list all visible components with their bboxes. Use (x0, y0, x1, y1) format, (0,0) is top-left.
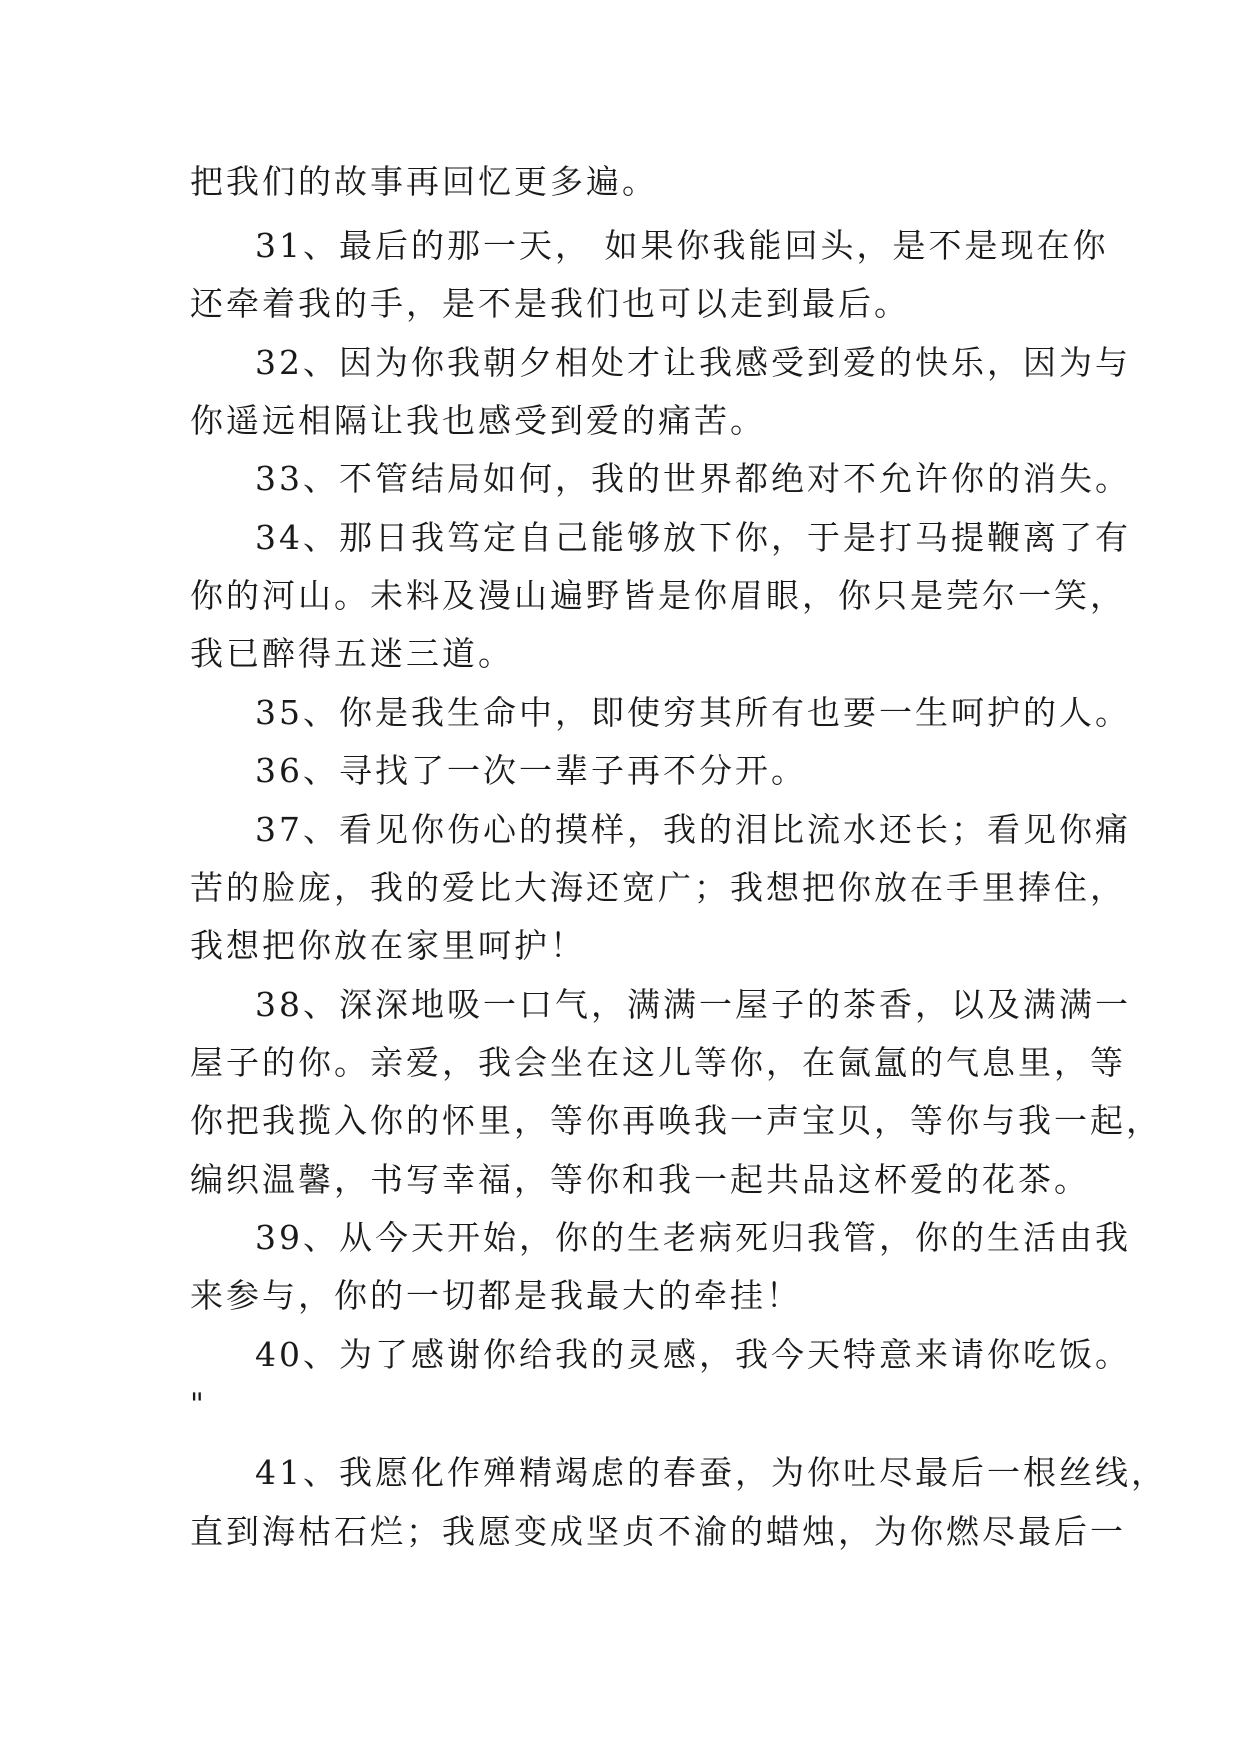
text-line: 37、看见你伤心的摸样，我的泪比流水还长；看见你痛 (255, 810, 1131, 849)
text-line: 你的河山。未料及漫山遍野皆是你眉眼，你只是莞尔一笑， (190, 576, 1126, 615)
text-line: 34、那日我笃定自己能够放下你，于是打马提鞭离了有 (255, 518, 1131, 557)
text-line: 直到海枯石烂；我愿变成坚贞不渝的蜡烛，为你燃尽最后一 (190, 1512, 1126, 1551)
text-line: 编织温馨，书写幸福，等你和我一起共品这杯爱的花茶。 (190, 1160, 1090, 1199)
text-line: 35、你是我生命中，即使穷其所有也要一生呵护的人。 (255, 693, 1131, 732)
text-line: 33、不管结局如何，我的世界都绝对不允许你的消失。 (255, 459, 1131, 498)
text-line: 我想把你放在家里呵护！ (190, 926, 586, 965)
text-line: 41、我愿化作殚精竭虑的春蚕，为你吐尽最后一根丝线， (255, 1453, 1167, 1492)
text-line: 苦的脸庞，我的爱比大海还宽广；我想把你放在手里捧住， (190, 868, 1126, 907)
quote-mark: " (190, 1387, 204, 1422)
text-line: 31、最后的那一天， 如果你我能回头，是不是现在你 (255, 226, 1109, 265)
text-line: 我已醉得五迷三道。 (190, 634, 514, 673)
text-line: 来参与，你的一切都是我最大的牵挂！ (190, 1276, 802, 1315)
text-line: 40、为了感谢你给我的灵感，我今天特意来请你吃饭。 (255, 1335, 1131, 1374)
text-line: 36、寻找了一次一辈子再不分开。 (255, 751, 807, 790)
text-line: 32、因为你我朝夕相处才让我感受到爱的快乐，因为与 (255, 343, 1131, 382)
text-line: 你遥远相隔让我也感受到爱的痛苦。 (190, 401, 766, 440)
text-line: 你把我揽入你的怀里，等你再唤我一声宝贝，等你与我一起， (190, 1101, 1162, 1140)
text-line: 还牵着我的手，是不是我们也可以走到最后。 (190, 284, 910, 323)
text-line: 38、深深地吸一口气，满满一屋子的茶香，以及满满一 (255, 985, 1131, 1024)
text-line: 屋子的你。亲爱，我会坐在这儿等你，在氤氲的气息里，等 (190, 1043, 1126, 1082)
text-line: 39、从今天开始，你的生老病死归我管，你的生活由我 (255, 1218, 1131, 1257)
text-line: 把我们的故事再回忆更多遍。 (190, 162, 658, 201)
